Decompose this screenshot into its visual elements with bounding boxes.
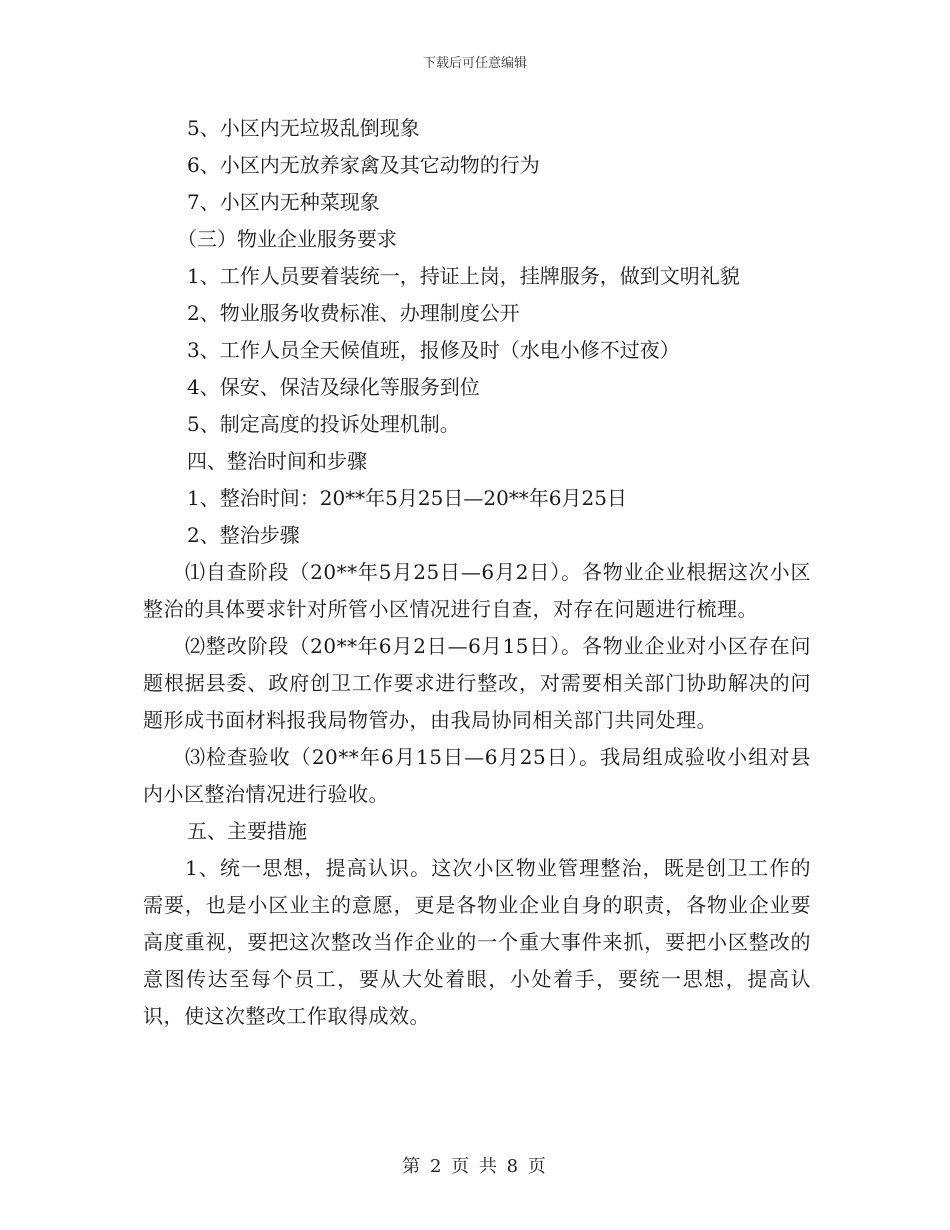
- section-heading: 五、主要措施: [187, 819, 307, 843]
- list-item: 3、工作人员全天候值班，报修及时（水电小修不过夜）: [187, 338, 680, 362]
- paragraph: ⑴自查阶段（20**年5月25日—6月2日）。各物业企业根据这次小区整治的具体要求针对所管小区情况进行自查，对存在问题进行梳理。: [143, 560, 811, 621]
- document-body: [143, 110, 811, 1035]
- list-item: 1、整治时间：20**年5月25日—20**年6月25日: [187, 486, 627, 510]
- list-item: 2、物业服务收费标准、办理制度公开: [187, 301, 520, 325]
- paragraph: ⑵整改阶段（20**年6月2日—6月15日）。各物业企业对小区存在问题根据县委、政府创卫工作要求进行整改，对需要相关部门协助解决的问题形成书面材料报我局物管办，由我局协同相关部门共同处理。: [143, 634, 811, 732]
- header-note: 下载后可任意编辑: [422, 56, 527, 71]
- list-item: 6、小区内无放养家禽及其它动物的行为: [187, 153, 540, 177]
- list-item: 2、整治步骤: [187, 523, 300, 547]
- list-item: 4、保安、保洁及绿化等服务到位: [187, 375, 480, 399]
- list-item: 1、工作人员要着装统一，持证上岗，挂牌服务，做到文明礼貌: [187, 264, 740, 288]
- page-number: 第 2 页 共 8 页: [402, 1156, 548, 1177]
- paragraph: ⑶检查验收（20**年6月15日—6月25日）。我局组成验收小组对县内小区整治情况进行验收。: [143, 745, 811, 806]
- list-item: 5、制定高度的投诉处理机制。: [187, 412, 460, 436]
- paragraph: 1、统一思想，提高认识。这次小区物业管理整治，既是创卫工作的需要，也是小区业主的意愿，更是各物业企业自身的职责，各物业企业要高度重视，要把这次整改当作企业的一个重大事件来抓，要把小区整改的意图传达至每个员工，要从大处着眼，小处着手，要统一思想，提高认识，使这次整改工作取得成效。: [143, 856, 811, 1028]
- list-item: 7、小区内无种菜现象: [187, 190, 380, 214]
- section-heading: （三）物业企业服务要求: [177, 227, 397, 251]
- list-item: 5、小区内无垃圾乱倒现象: [187, 116, 420, 140]
- section-heading: 四、整治时间和步骤: [187, 449, 367, 473]
